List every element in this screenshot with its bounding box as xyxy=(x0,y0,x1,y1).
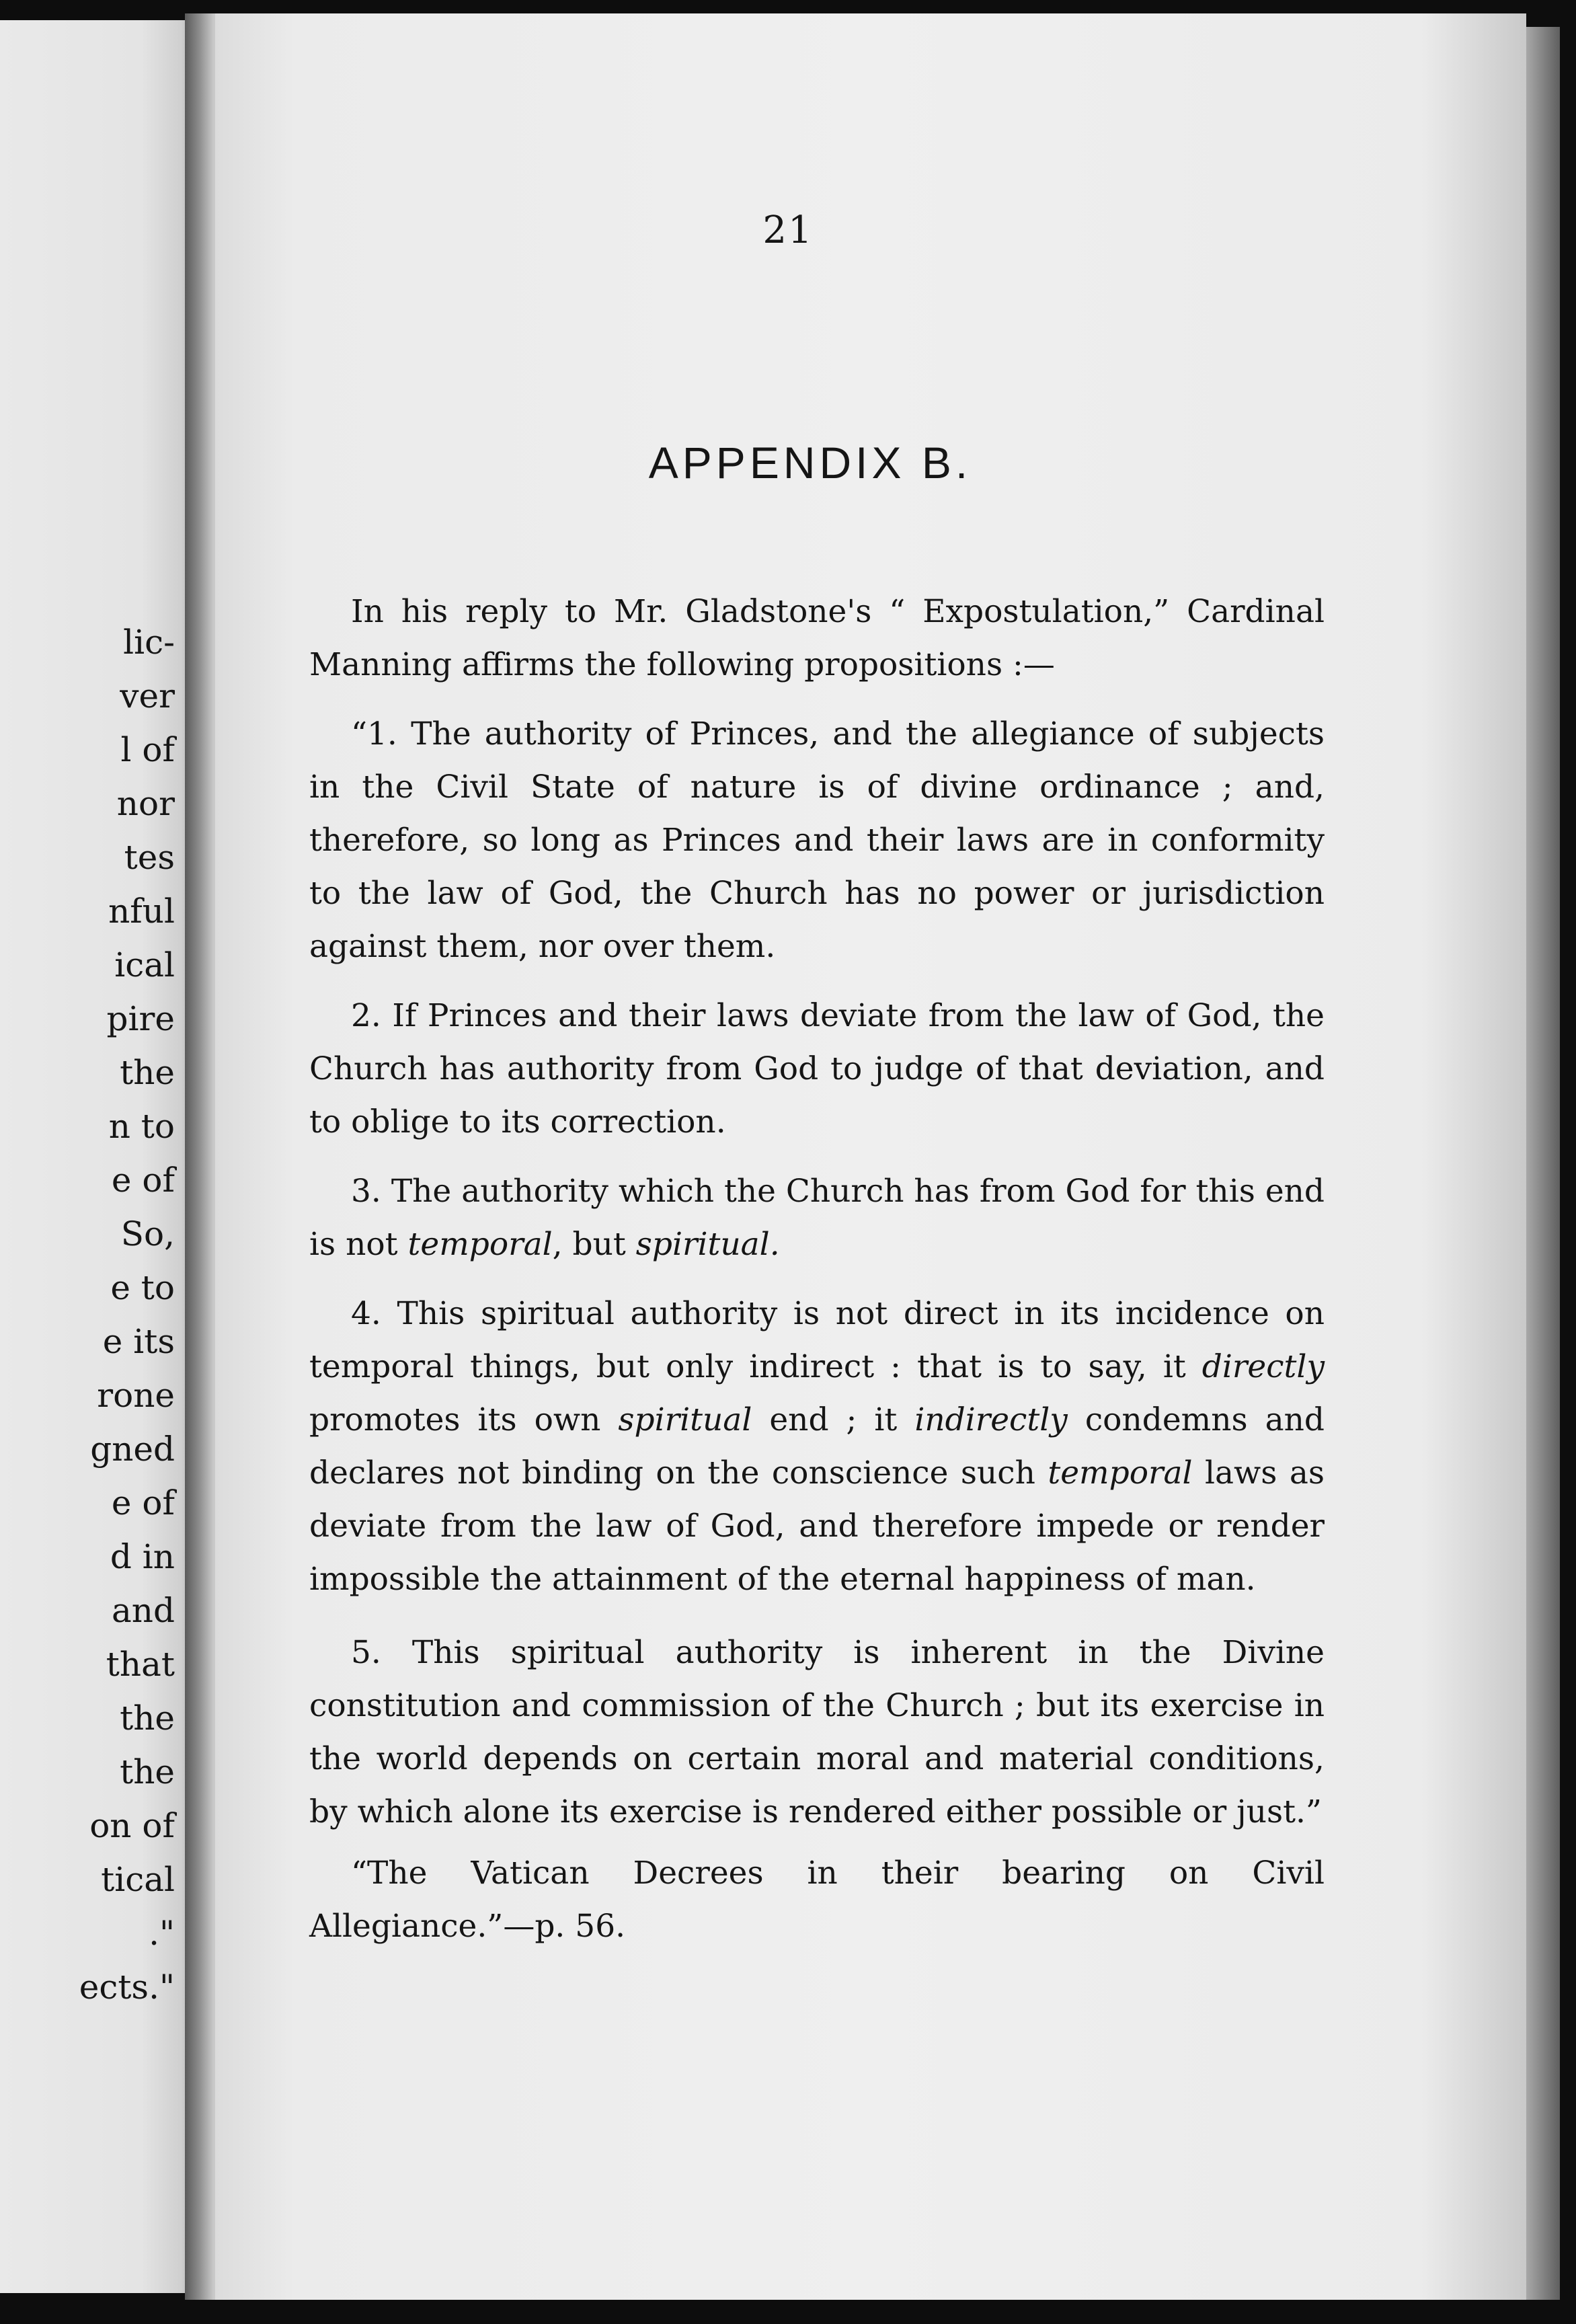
left-page-fragment: e of xyxy=(111,1161,175,1200)
proposition-3 xyxy=(309,1165,1325,1271)
left-page-fragment: l of xyxy=(120,730,175,769)
left-page-fragment: on of xyxy=(89,1806,175,1845)
left-page-fragment: the xyxy=(120,1053,175,1092)
proposition-4-text: promotes its own xyxy=(309,1401,619,1438)
left-page-fragment: e of xyxy=(111,1483,175,1522)
proposition-4-text: end ; it xyxy=(752,1401,915,1438)
proposition-3-text: , but xyxy=(552,1226,636,1263)
proposition-2: 2. If Princes and their laws deviate from the law of God, the Church has authority from God to judge of that deviation, and to oblige to its correction. xyxy=(309,997,1325,1140)
proposition-4-italic-spiritual: spiritual xyxy=(618,1401,752,1438)
proposition-4 xyxy=(309,1287,1325,1606)
proposition-4-italic-indirectly: indirectly xyxy=(914,1401,1068,1438)
left-facing-page xyxy=(0,20,202,2293)
left-page-fragment: nor xyxy=(116,784,175,823)
left-page-fragment: that xyxy=(106,1645,175,1684)
left-page-fragment: gned xyxy=(90,1430,175,1469)
proposition-4-italic-directly: directly xyxy=(1201,1348,1325,1385)
proposition-1: “1. The authority of Princes, and the allegiance of subjects in the Civil State of nature is of divine ordinance ; and, therefore, so long as Princes and their laws are in conformity to the law of God, the Church has no power or jurisdiction against them, nor over them. xyxy=(309,715,1325,965)
left-page-fragment: ." xyxy=(149,1914,175,1953)
source-citation: “The Vatican Decrees in their bearing on Civil Allegiance.”—p. 56. xyxy=(309,1855,1325,1945)
left-page-fragment: So, xyxy=(120,1214,175,1253)
proposition-4-text: condemns and declares not binding on the conscience such xyxy=(309,1401,1325,1492)
left-page-fragment: ver xyxy=(120,676,175,715)
appendix-heading: APPENDIX B. xyxy=(648,438,972,488)
proposition-4-text: laws as deviate from the law of God, and therefore impede or render impossible the attainment of the eternal happiness of man. xyxy=(309,1455,1325,1598)
left-page-fragment: tical xyxy=(101,1860,175,1899)
left-page-fragment: pire xyxy=(106,999,175,1038)
left-page-fragment: lic- xyxy=(123,623,175,662)
proposition-4-text: 4. This spiritual authority is not direct in its incidence on temporal things, but only indirect : that is to say, it xyxy=(309,1295,1325,1385)
page-edge xyxy=(1526,27,1560,2300)
left-page-fragment: nful xyxy=(108,892,175,931)
left-page-fragment: and xyxy=(111,1591,175,1630)
left-page-fragment: the xyxy=(120,1752,175,1791)
left-page-fragment: rone xyxy=(97,1376,175,1415)
left-page-fragment: d in xyxy=(110,1537,175,1576)
page-number: 21 xyxy=(762,208,814,252)
left-page-fragment: ical xyxy=(114,945,175,984)
left-page-fragment: tes xyxy=(124,838,175,877)
proposition-3-italic-spiritual: spiritual. xyxy=(635,1226,780,1263)
left-page-fragment: e its xyxy=(102,1322,175,1361)
proposition-3-text: 3. The authority which the Church has from God for this end is not xyxy=(309,1173,1325,1263)
intro-paragraph: In his reply to Mr. Gladstone's “ Expostulation,” Cardinal Manning affirms the following propositions :— xyxy=(309,593,1325,683)
body-text xyxy=(309,585,1325,1953)
left-page-fragment: the xyxy=(120,1699,175,1738)
left-page-fragment: ects." xyxy=(79,1968,175,2007)
proposition-4-italic-temporal: temporal xyxy=(1048,1455,1193,1492)
left-page-fragment: e to xyxy=(110,1268,175,1307)
left-page-fragment: n to xyxy=(108,1107,175,1146)
proposition-3-italic-temporal: temporal xyxy=(407,1226,553,1263)
proposition-5: 5. This spiritual authority is inherent in the Divine constitution and commission of the Church ; but its exercise in the world depends on certain moral and material conditions, by which alone its exercise is rendered either possible or just.” xyxy=(309,1634,1325,1830)
